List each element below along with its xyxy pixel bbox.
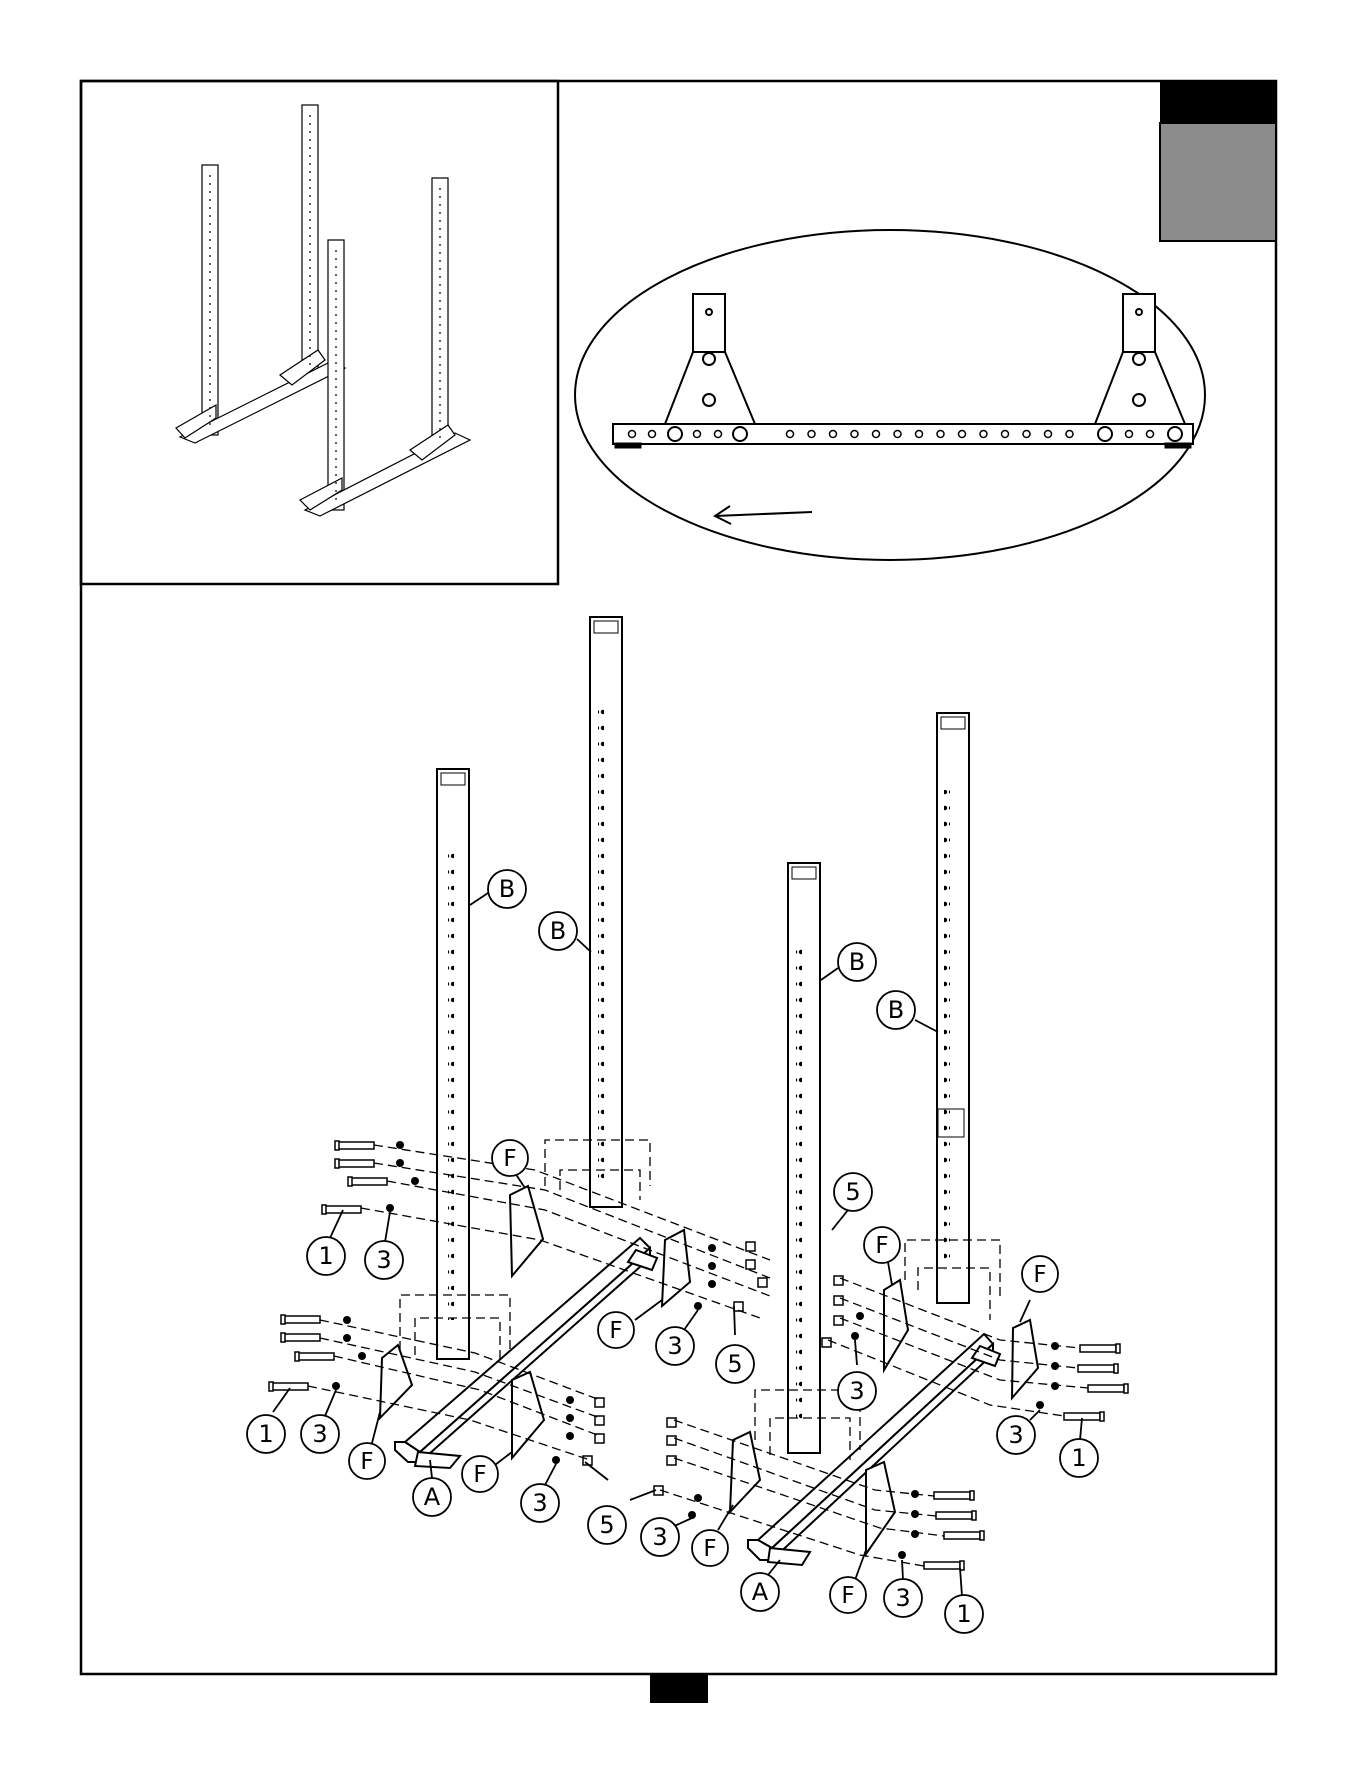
- callout-5-a: [716, 1306, 754, 1383]
- callout-f-4: [462, 1452, 512, 1492]
- callout-f-4-label: F: [473, 1462, 487, 1488]
- callout-3-e: [641, 1518, 692, 1556]
- callout-f-7: [864, 1227, 900, 1285]
- callout-3-f: [884, 1560, 922, 1617]
- callout-3-g: [838, 1340, 876, 1410]
- callout-3-h: [997, 1410, 1040, 1454]
- exploded-view: [247, 617, 1128, 1633]
- callout-f-3: [349, 1412, 385, 1479]
- callout-b-3: [821, 943, 876, 981]
- callout-f-2-label: F: [609, 1318, 623, 1344]
- callout-1-c-label: 1: [1071, 1444, 1087, 1472]
- callout-f-5: [692, 1505, 733, 1566]
- callout-5-d: [630, 1490, 656, 1500]
- callout-b-1: [470, 870, 526, 908]
- callout-5-a-label: 5: [727, 1350, 743, 1378]
- callout-f-8-label: F: [1033, 1262, 1047, 1288]
- section-tab-icon: [1160, 81, 1276, 241]
- callout-3-a: [365, 1212, 403, 1279]
- post-b-2: [590, 617, 622, 1207]
- callout-b-1-label: B: [498, 875, 516, 903]
- callout-f-8: [1020, 1256, 1058, 1322]
- callout-f-6: [830, 1550, 866, 1613]
- callout-f-6-label: F: [841, 1583, 855, 1609]
- page-number-block: [650, 1673, 708, 1703]
- callout-f-1: [492, 1140, 528, 1188]
- callout-3-b-label: 3: [312, 1420, 328, 1448]
- callout-3-d-label: 3: [532, 1489, 548, 1517]
- callout-b-4: [877, 991, 938, 1032]
- callout-1-d-label: 1: [956, 1600, 972, 1628]
- callout-b-3-label: B: [848, 948, 866, 976]
- post-b-3: [788, 863, 820, 1453]
- callout-3-a-label: 3: [376, 1246, 392, 1274]
- callout-f-7-label: F: [875, 1233, 889, 1259]
- callout-a-2: [741, 1560, 780, 1611]
- callout-b-4-label: B: [887, 996, 905, 1024]
- callout-3-g-label: 3: [849, 1377, 865, 1405]
- callout-f-3-label: F: [360, 1449, 374, 1475]
- callout-3-f-label: 3: [895, 1584, 911, 1612]
- callout-3-d: [521, 1464, 559, 1522]
- callout-1-a-label: 1: [318, 1242, 334, 1270]
- callout-1-a: [307, 1210, 345, 1275]
- detail-callout: [575, 230, 1205, 560]
- post-b-4: [937, 713, 969, 1303]
- callout-1-d: [945, 1568, 983, 1633]
- callout-1-b: [247, 1388, 290, 1453]
- callout-5-c-label: 5: [845, 1178, 861, 1206]
- callout-3-c: [656, 1310, 698, 1365]
- callout-b-2-label: B: [549, 917, 567, 945]
- callout-1-b-label: 1: [258, 1420, 274, 1448]
- callout-5-b-label: 5: [599, 1511, 615, 1539]
- callout-f-1-label: F: [503, 1146, 517, 1172]
- callout-3-e-label: 3: [652, 1523, 668, 1551]
- callout-1-c: [1060, 1418, 1098, 1477]
- callout-f-2: [598, 1300, 662, 1348]
- callout-a-2-label: A: [751, 1578, 769, 1606]
- callout-3-h-label: 3: [1008, 1421, 1024, 1449]
- callout-a-1-label: A: [423, 1483, 441, 1511]
- callout-f-5-label: F: [703, 1536, 717, 1562]
- callout-3-b: [301, 1390, 339, 1453]
- callout-5-b: [585, 1462, 626, 1544]
- callout-b-2: [539, 912, 591, 952]
- overview-inset: [81, 81, 558, 584]
- post-b-1: [437, 769, 469, 1359]
- callout-3-c-label: 3: [667, 1332, 683, 1360]
- callout-5-c: [832, 1173, 872, 1230]
